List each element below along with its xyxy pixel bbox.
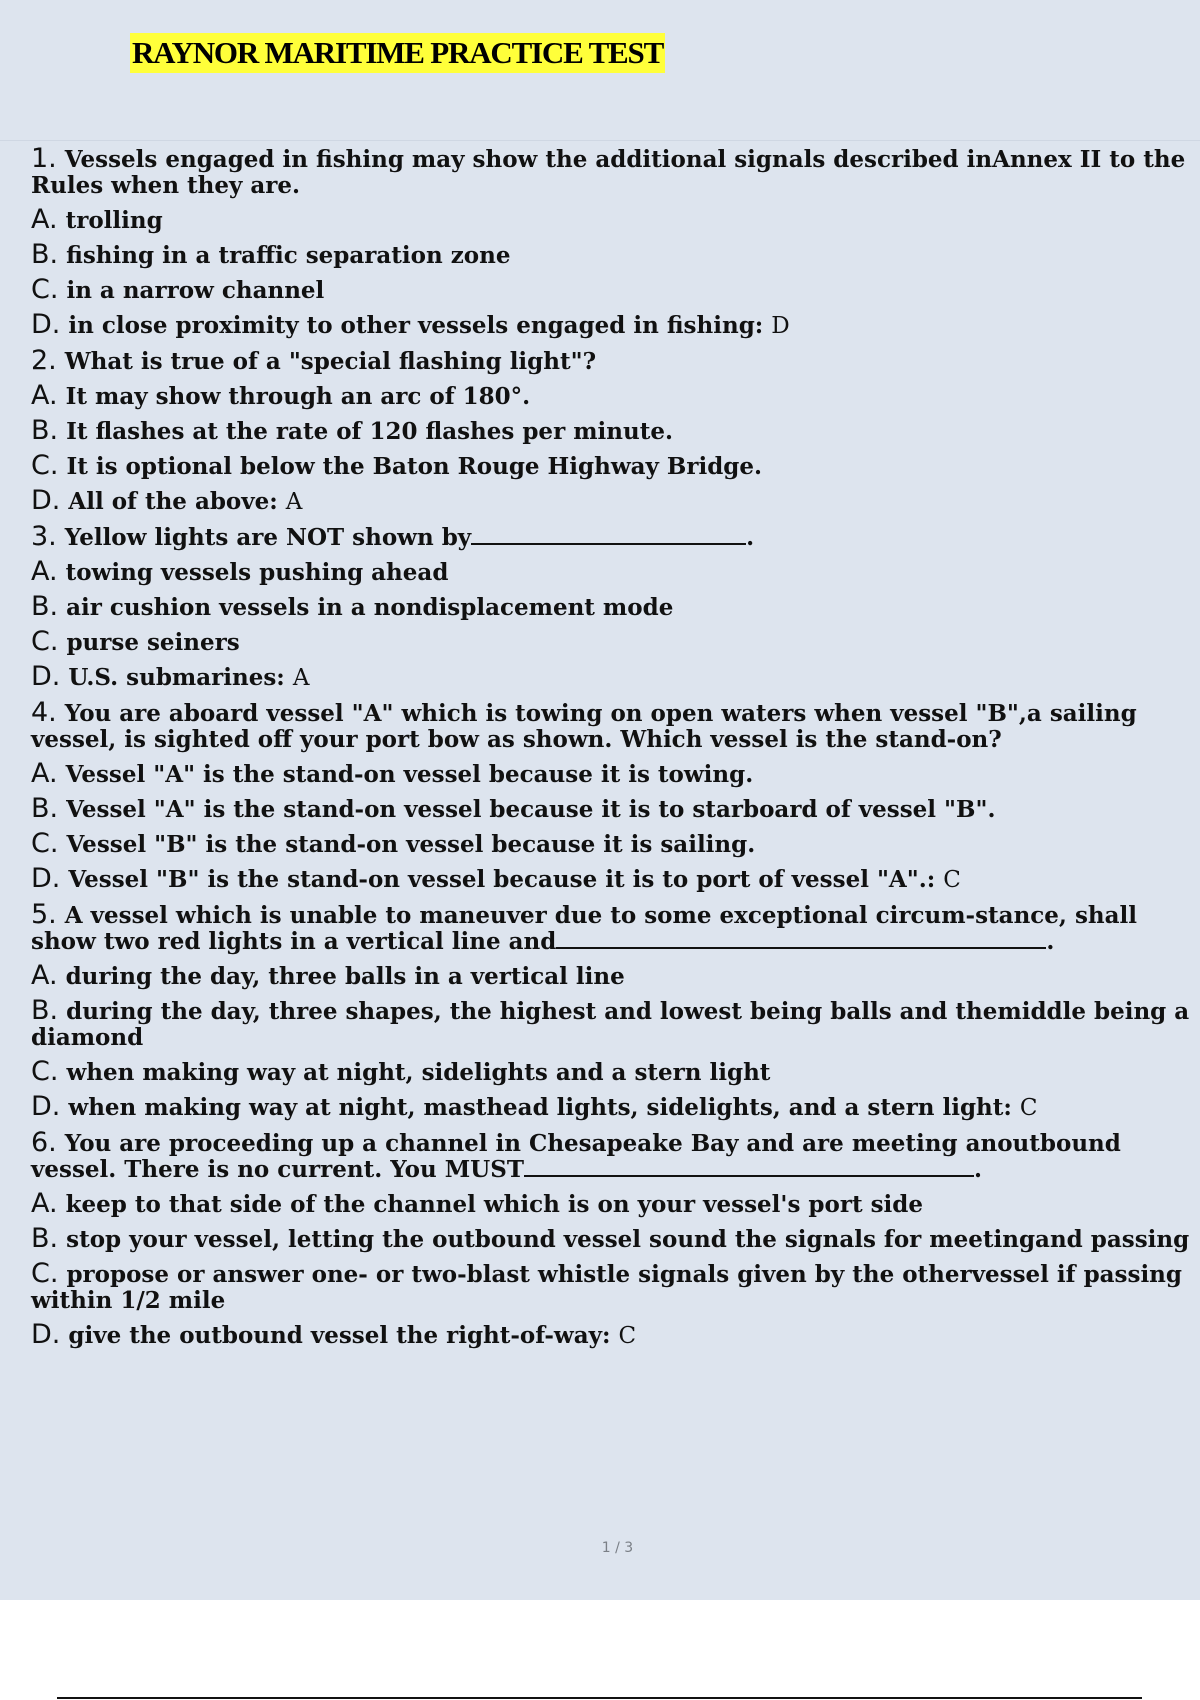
option-text: when making way at night, masthead lights, sidelights, and a stern light: (68, 1094, 1012, 1121)
option-letter: B. (31, 415, 59, 446)
option-text: It may show through an arc of 180°. (65, 383, 531, 410)
question-2 (31, 345, 1196, 376)
option-2b (31, 415, 1196, 446)
option-letter: C. (31, 274, 59, 305)
option-text: It is optional below the Baton Rouge Highway Bridge. (66, 453, 763, 480)
option-letter: B. (31, 793, 59, 824)
option-1c (31, 274, 1196, 305)
option-letter: B. (31, 995, 59, 1026)
answer-blank (471, 525, 746, 545)
option-letter: B. (31, 239, 59, 270)
option-6b (31, 1223, 1196, 1254)
option-text: during the day, three balls in a vertical line (65, 963, 625, 990)
question-end: . (1046, 928, 1055, 955)
option-5b (31, 995, 1196, 1051)
answer-key: C (943, 867, 961, 893)
option-4a (31, 758, 1196, 789)
option-letter: A. (31, 380, 58, 411)
option-6c (31, 1258, 1196, 1314)
option-letter: D. (31, 863, 61, 894)
option-2a (31, 380, 1196, 411)
option-letter: B. (31, 1223, 59, 1254)
option-1a (31, 204, 1196, 235)
option-letter: A. (31, 1188, 58, 1219)
option-letter: A. (31, 960, 58, 991)
option-text: give the outbound vessel the right-of-way: (68, 1322, 611, 1349)
question-text: What is true of a "special flashing light"? (64, 348, 597, 375)
question-number: 3. (31, 521, 57, 552)
option-4c (31, 828, 1196, 859)
option-text: when making way at night, sidelights and a stern light (66, 1059, 771, 1086)
question-text-line-2: show two red lights in a vertical line and (31, 928, 557, 955)
option-text: air cushion vessels in a nondisplacement mode (66, 594, 674, 621)
option-text: towing vessels pushing ahead (65, 559, 449, 586)
question-number: 4. (31, 697, 57, 728)
answer-key: A (292, 665, 310, 691)
option-1b (31, 239, 1196, 270)
question-text-line-1: A vessel which is unable to maneuver due to some exceptional circum-stance, shall (64, 902, 1137, 929)
option-letter: D. (31, 1319, 61, 1350)
option-letter: D. (31, 309, 61, 340)
option-letter: A. (31, 204, 58, 235)
question-1 (31, 143, 1196, 199)
question-end: . (746, 524, 755, 551)
option-3d (31, 661, 1196, 692)
option-text: stop your vessel, letting the outbound vessel sound the signals for meetingand passing (66, 1226, 1190, 1253)
option-text: fishing in a traffic separation zone (66, 242, 511, 269)
question-number: 6. (31, 1127, 57, 1158)
next-page-rule (57, 1697, 1142, 1699)
option-letter: C. (31, 450, 59, 481)
answer-key: C (1019, 1095, 1038, 1121)
option-letter: C. (31, 1056, 59, 1087)
option-4b (31, 793, 1196, 824)
option-letter: D. (31, 661, 61, 692)
question-text-line-2: vessel. There is no current. You MUST (31, 1156, 524, 1183)
option-text: All of the above: (68, 488, 278, 515)
question-number: 1. (31, 143, 57, 174)
option-1d (31, 309, 1196, 340)
option-5c (31, 1056, 1196, 1087)
option-text: Vessel "B" is the stand-on vessel because it is sailing. (66, 831, 756, 858)
option-letter: B. (31, 591, 59, 622)
option-2c (31, 450, 1196, 481)
answer-key: D (771, 313, 790, 339)
question-5 (31, 899, 1196, 955)
question-end: . (973, 1156, 982, 1183)
option-letter: A. (31, 556, 58, 587)
answer-key: C (618, 1323, 637, 1349)
option-letter: C. (31, 1258, 59, 1289)
question-number: 5. (31, 899, 57, 930)
document-title: RAYNOR MARITIME PRACTICE TEST (130, 33, 665, 73)
question-text-line-1: You are proceeding up a channel in Chesapeake Bay and are meeting anoutbound (64, 1130, 1121, 1157)
option-text: Vessel "B" is the stand-on vessel because it is to port of vessel "A".: (68, 866, 936, 893)
option-letter: D. (31, 1091, 61, 1122)
option-letter: C. (31, 626, 59, 657)
option-3a (31, 556, 1196, 587)
option-5d (31, 1091, 1196, 1122)
option-text: Vessel "A" is the stand-on vessel because it is to starboard of vessel "B". (66, 796, 996, 823)
question-3 (31, 521, 1196, 552)
option-text: keep to that side of the channel which is on your vessel's port side (65, 1191, 923, 1218)
question-number: 2. (31, 345, 57, 376)
option-text: purse seiners (66, 629, 240, 656)
question-text: Vessels engaged in fishing may show the additional signals described inAnnex II to the Rules when they are. (31, 146, 1186, 199)
option-6d (31, 1319, 1196, 1350)
option-text: in a narrow channel (66, 277, 325, 304)
question-text: Yellow lights are NOT shown by (64, 524, 472, 551)
option-letter: A. (31, 758, 58, 789)
option-text: Vessel "A" is the stand-on vessel because it is towing. (65, 761, 754, 788)
page-indicator: 1 / 3 (601, 1540, 634, 1556)
option-5a (31, 960, 1196, 991)
option-text: It flashes at the rate of 120 flashes per minute. (66, 418, 673, 445)
question-text: You are aboard vessel "A" which is towing on open waters when vessel "B",a sailing vessel, is sighted off your port bow as shown. Which vessel is the stand-on? (31, 700, 1137, 753)
option-text: trolling (65, 207, 163, 234)
option-6a (31, 1188, 1196, 1219)
question-list (31, 143, 1196, 1350)
question-6 (31, 1127, 1196, 1183)
option-3b (31, 591, 1196, 622)
option-2d (31, 485, 1196, 516)
option-3c (31, 626, 1196, 657)
answer-key: A (285, 489, 303, 515)
option-text: U.S. submarines: (68, 664, 285, 691)
option-text: in close proximity to other vessels engaged in fishing: (68, 312, 764, 339)
answer-blank (524, 1157, 974, 1177)
option-letter: D. (31, 485, 61, 516)
answer-blank (556, 929, 1046, 949)
option-letter: C. (31, 828, 59, 859)
option-4d (31, 863, 1196, 894)
option-text: propose or answer one- or two-blast whistle signals given by the othervessel if passing within 1/2 mile (31, 1261, 1182, 1314)
option-text: during the day, three shapes, the highest and lowest being balls and themiddle being a diamond (31, 998, 1190, 1051)
question-4 (31, 697, 1196, 753)
